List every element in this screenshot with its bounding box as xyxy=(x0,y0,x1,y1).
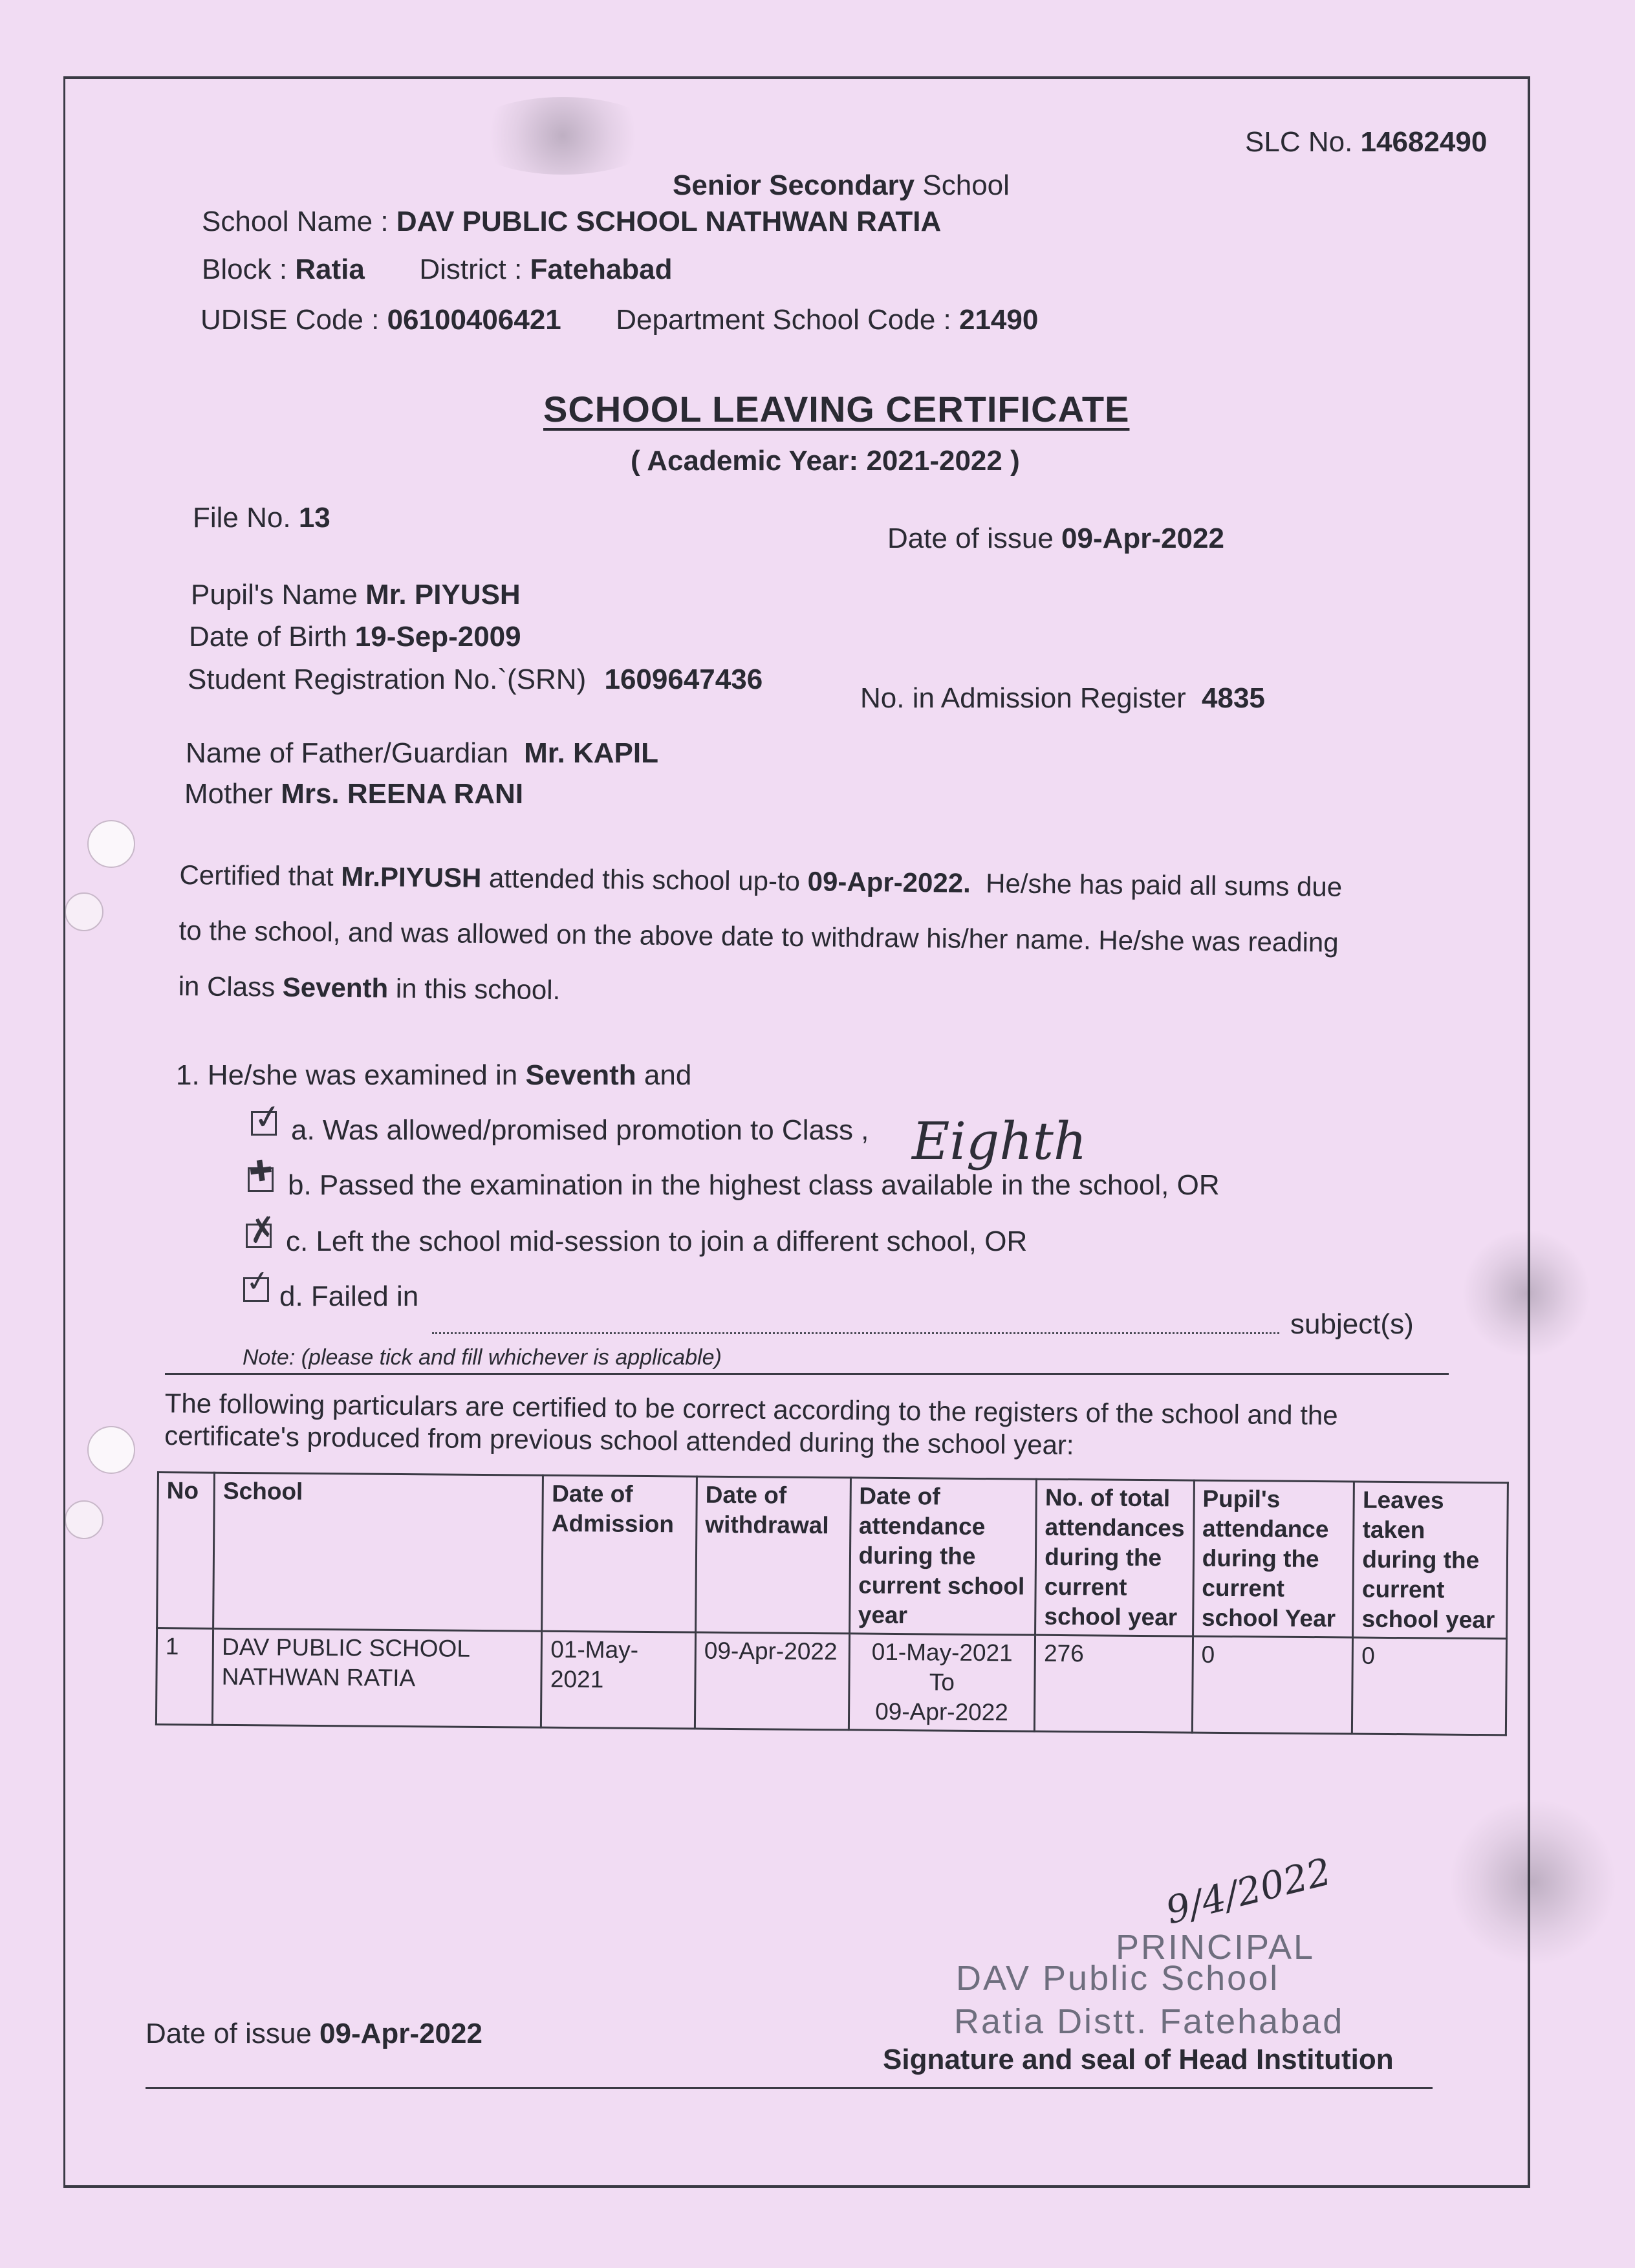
stamp-line-school: DAV Public School xyxy=(956,1959,1280,1998)
signature-label: Signature and seal of Head Institution xyxy=(883,2044,1394,2075)
date-of-birth: Date of Birth 19-Sep-2009 xyxy=(189,621,521,653)
header-date-admission: Date of Admission xyxy=(542,1475,697,1632)
udise-line: UDISE Code : 06100406421 Department School Code : 21490 xyxy=(200,304,1039,336)
header-school: School xyxy=(213,1473,543,1631)
option-c: c. Left the school mid-session to join a different school, OR xyxy=(286,1226,1028,1257)
file-number: File No. 13 xyxy=(193,502,330,534)
option-d-suffix: subject(s) xyxy=(1290,1308,1414,1340)
pupil-name: Pupil's Name Mr. PIYUSH xyxy=(191,579,521,610)
paragraph-line-1: Certified that Mr.PIYUSH attended this school up-to 09-Apr-2022. He/she has paid all sums due xyxy=(179,859,1343,902)
header-leaves: Leaves taken during the current school year xyxy=(1353,1482,1508,1639)
admission-register-no: No. in Admission Register 4835 xyxy=(860,682,1265,714)
footer-line xyxy=(146,2087,1433,2089)
tick-mark-icon: ✓ xyxy=(251,1096,285,1139)
cell-admission: 01-May-2021 xyxy=(541,1631,696,1729)
table-header-row xyxy=(157,1473,1508,1639)
date-of-issue-top: Date of issue 09-Apr-2022 xyxy=(887,523,1224,554)
option-a: a. Was allowed/promised promotion to Class , xyxy=(291,1114,869,1146)
cell-pupil-attendance: 0 xyxy=(1192,1636,1353,1734)
cell-leaves: 0 xyxy=(1352,1637,1507,1735)
srn: Student Registration No.`(SRN) 1609647436 xyxy=(188,664,763,695)
academic-year: ( Academic Year: 2021-2022 ) xyxy=(631,445,1020,477)
school-type: Senior Secondary School xyxy=(673,169,1010,201)
failed-subjects-blank[interactable] xyxy=(432,1332,1279,1334)
option-b: b. Passed the examination in the highest class available in the school, OR xyxy=(288,1169,1220,1201)
tick-mark-icon: ✗ xyxy=(246,1209,279,1252)
stamp-line-principal: PRINCIPAL xyxy=(1116,1928,1316,1967)
certification-paragraph xyxy=(178,847,1342,1026)
slc-number: SLC No. 14682490 xyxy=(1245,126,1488,158)
records-table xyxy=(155,1471,1509,1736)
cell-total-attendance: 276 xyxy=(1035,1635,1193,1733)
block-district-line: Block : Ratia District : Fatehabad xyxy=(202,254,673,285)
header-date-withdrawal: Date of withdrawal xyxy=(696,1476,850,1634)
certificate-title: SCHOOL LEAVING CERTIFICATE xyxy=(543,389,1130,429)
tick-mark-icon: ✚ xyxy=(246,1153,276,1190)
cell-no: 1 xyxy=(156,1628,213,1725)
note: Note: (please tick and fill whichever is applicable) xyxy=(243,1345,722,1370)
mother-name: Mother Mrs. REENA RANI xyxy=(184,778,524,810)
cell-attendance-period: 01-May-2021 To 09-Apr-2022 xyxy=(849,1634,1035,1731)
cell-withdrawal: 09-Apr-2022 xyxy=(695,1632,849,1730)
paragraph-line-2: to the school, and was allowed on the above date to withdraw his/her name. He/she was reading xyxy=(179,914,1339,958)
father-name: Name of Father/Guardian Mr. KAPIL xyxy=(186,737,658,769)
school-name-line: School Name : DAV PUBLIC SCHOOL NATHWAN RATIA xyxy=(202,206,942,237)
table-row xyxy=(156,1628,1506,1735)
principal-signature: 9/4/2022 xyxy=(1161,1849,1336,1933)
handwritten-class: Eighth xyxy=(912,1111,1087,1171)
stamp-line-district: Ratia Distt. Fatehabad xyxy=(954,2002,1345,2041)
paragraph-line-3: in Class Seventh in this school. xyxy=(178,970,561,1006)
header-pupil-attendance: Pupil's attendance during the current school Year xyxy=(1193,1480,1354,1637)
cell-school: DAV PUBLIC SCHOOL NATHWAN RATIA xyxy=(213,1628,542,1727)
option-d: d. Failed in xyxy=(279,1280,419,1312)
header-date-attendance: Date of attendance during the current school year xyxy=(849,1478,1037,1635)
tick-mark-icon: ✓ xyxy=(243,1263,272,1300)
examined-line: 1. He/she was examined in Seventh and xyxy=(176,1059,692,1091)
header-total-attendances: No. of total attendances during the current school year xyxy=(1035,1479,1194,1636)
divider-line xyxy=(165,1373,1449,1375)
particulars-text: The following particulars are certified to be correct according to the registers of the school and the certificate's produced from previous school attended during the school year: xyxy=(164,1388,1338,1460)
header-no: No xyxy=(157,1473,215,1629)
date-of-issue-bottom: Date of issue 09-Apr-2022 xyxy=(146,2018,482,2049)
